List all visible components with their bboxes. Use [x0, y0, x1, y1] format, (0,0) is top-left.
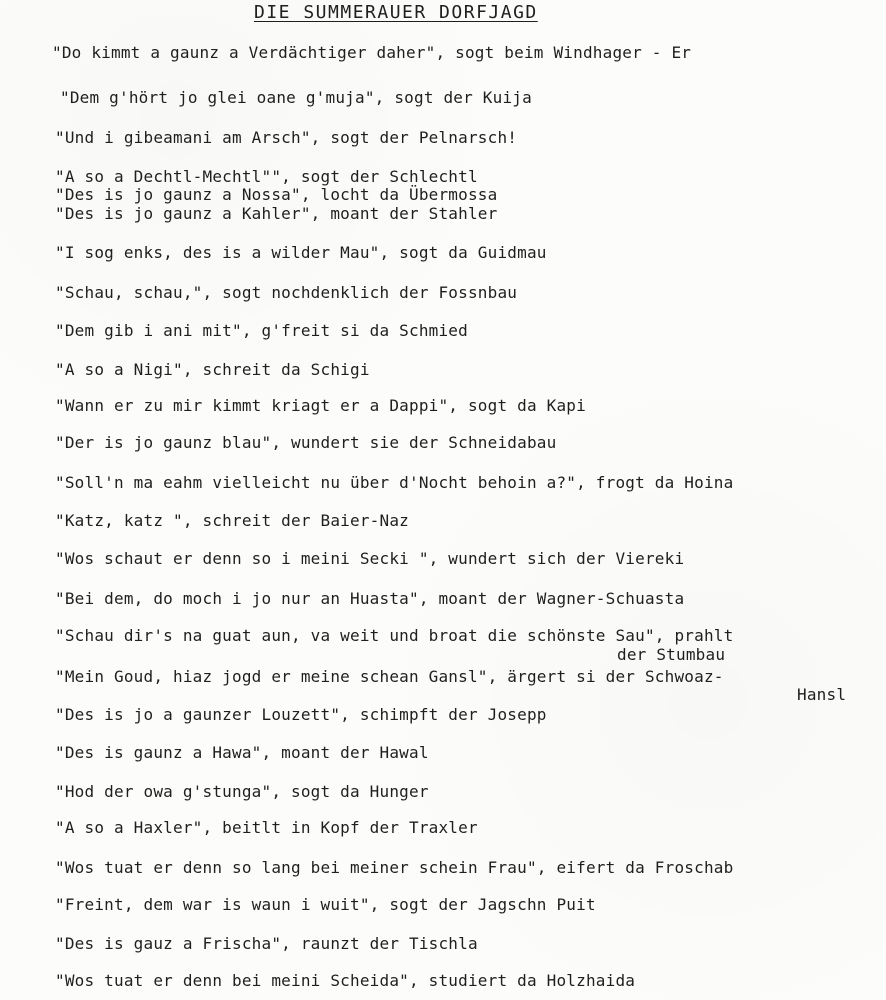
text-line: "Wos tuat er denn bei meini Scheida", studiert da Holzhaida: [55, 971, 636, 990]
text-line: "I sog enks, des is a wilder Mau", sogt da Guidmau: [55, 243, 547, 262]
text-line: "Des is jo gaunz a Kahler", moant der Stahler: [55, 204, 498, 223]
text-line: "Des is jo gaunz a Nossa", locht da Übermossa: [55, 185, 498, 204]
text-line: "Schau, schau,", sogt nochdenklich der Fossnbau: [55, 283, 518, 302]
text-line: "Bei dem, do moch i jo nur an Huasta", moant der Wagner-Schuasta: [55, 589, 685, 608]
text-line: "Schau dir's na guat aun, va weit und broat die schönste Sau", prahlt: [55, 626, 734, 645]
text-line: "A so a Haxler", beitlt in Kopf der Traxler: [55, 818, 478, 837]
text-line: der Stumbau: [617, 645, 726, 664]
document-title: DIE SUMMERAUER DORFJAGD: [254, 2, 538, 23]
text-line: "Hod der owa g'stunga", sogt da Hunger: [55, 782, 429, 801]
text-line: "Soll'n ma eahm vielleicht nu über d'Nocht behoin a?", frogt da Hoina: [55, 473, 734, 492]
text-line: "Der is jo gaunz blau", wundert sie der Schneidabau: [55, 433, 557, 452]
text-line: "Wann er zu mir kimmt kriagt er a Dappi", sogt da Kapi: [55, 396, 586, 415]
text-line: "Do kimmt a gaunz a Verdächtiger daher", sogt beim Windhager - Er: [52, 43, 692, 62]
text-line: "Freint, dem war is waun i wuit", sogt der Jagschn Puit: [55, 895, 596, 914]
text-line: "A so a Dechtl-Mechtl"", sogt der Schlechtl: [55, 167, 478, 186]
text-line: "Wos schaut er denn so i meini Secki ", wundert sich der Viereki: [55, 549, 685, 568]
text-line: "Katz, katz ", schreit der Baier-Naz: [55, 511, 409, 530]
text-line: "Wos tuat er denn so lang bei meiner schein Frau", eifert da Froschab: [55, 858, 734, 877]
text-line: "Des is gauz a Frischa", raunzt der Tischla: [55, 934, 478, 953]
text-line: "Dem gib i ani mit", g'freit si da Schmied: [55, 321, 468, 340]
text-line: "Mein Goud, hiaz jogd er meine schean Gansl", ärgert si der Schwoaz-: [55, 667, 724, 686]
text-line: "Und i gibeamani am Arsch", sogt der Pelnarsch!: [55, 128, 518, 147]
text-line: "Des is gaunz a Hawa", moant der Hawal: [55, 743, 429, 762]
text-line: "Dem g'hört jo glei oane g'muja", sogt der Kuija: [60, 88, 532, 107]
text-line: "A so a Nigi", schreit da Schigi: [55, 360, 370, 379]
text-line: Hansl: [797, 685, 847, 704]
text-line: "Des is jo a gaunzer Louzett", schimpft der Josepp: [55, 705, 547, 724]
